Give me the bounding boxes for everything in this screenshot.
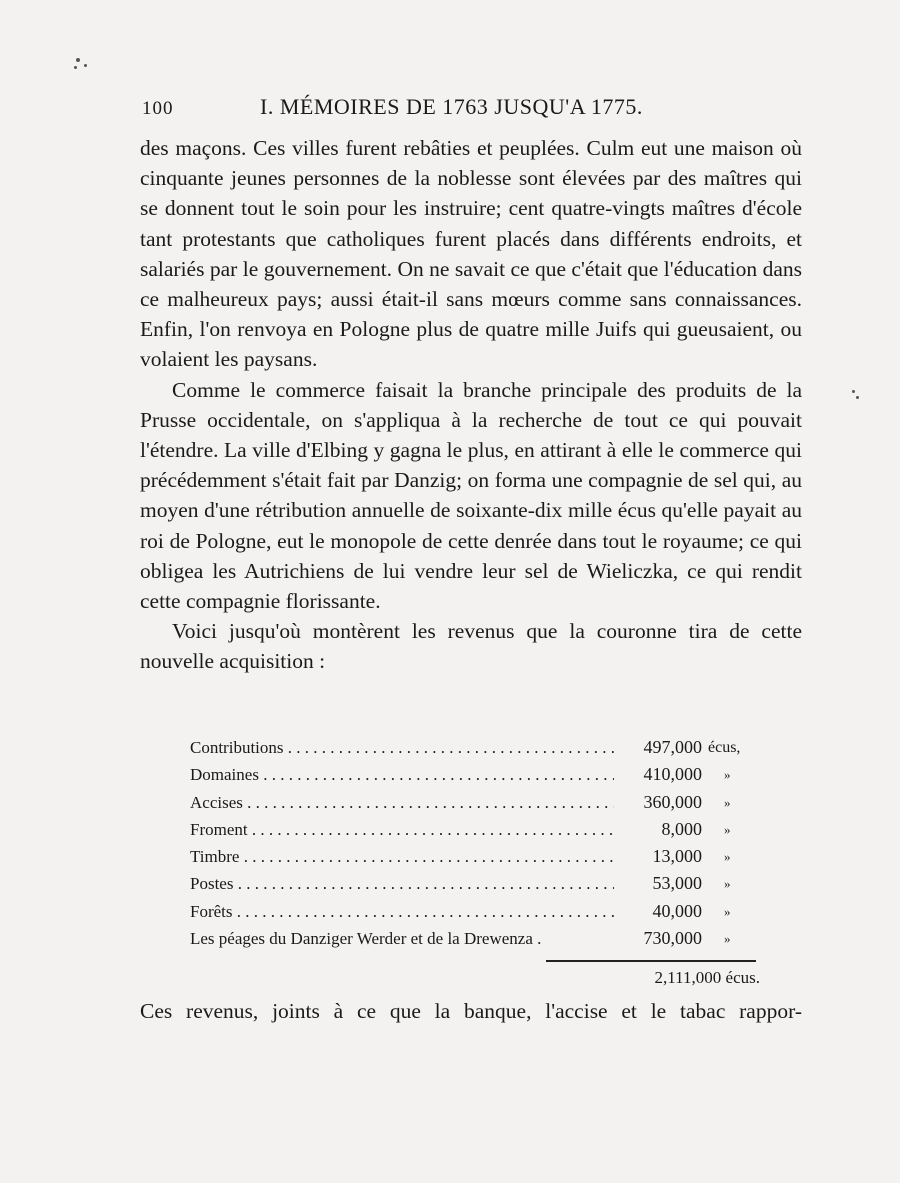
- revenue-amount: 13,000: [652, 846, 702, 867]
- revenue-unit: »: [724, 821, 731, 837]
- revenue-row: [190, 789, 760, 816]
- revenue-table: [190, 734, 760, 952]
- revenue-label: Contributions . . .: [190, 734, 614, 761]
- paragraph-3: Voici jusqu'où montèrent les revenus que la couronne tira de cette nouvelle acquisition :: [140, 619, 802, 674]
- revenue-amount: 8,000: [661, 818, 702, 839]
- paragraph-1: des maçons. Ces villes furent rebâties et peuplées. Culm eut une maison où cinquante jeunes personnes de la noblesse sont élevées par des maîtres qui se donnent tout le soin pour les instruire; cent quatre-vingts maîtres d'école tant protestants que catholiques furent placés dans différents endroits, et salariés par le gouvernement. On ne savait ce que c'était que l'éducation dans ce malheureux pays; aussi était-il sans mœurs comme sans connaissances. Enfin, l'on renvoya en Pologne plus de quatre mille Juifs qui gueusaient, ou volaient les paysans.: [140, 136, 802, 372]
- page-speck: [74, 66, 77, 69]
- revenue-label: Timbre . . .: [190, 843, 614, 870]
- revenue-label: Les péages du Danziger Werder et de la Drewenza .: [190, 925, 614, 952]
- revenue-amount: 40,000: [652, 900, 702, 921]
- revenue-amount: 730,000: [643, 928, 702, 949]
- page-speck: [852, 390, 855, 393]
- revenue-label: Postes . . .: [190, 870, 614, 897]
- revenue-row: [190, 925, 760, 952]
- revenue-unit: »: [724, 931, 731, 947]
- revenue-row: [190, 870, 760, 897]
- closing-line: Ces revenus, joints à ce que la banque, l'accise et le tabac rappor-: [140, 999, 802, 1023]
- revenue-row: [190, 761, 760, 788]
- revenue-label: Accises . . .: [190, 789, 614, 816]
- revenue-amount: 497,000: [643, 737, 702, 757]
- revenue-amount: 53,000: [652, 873, 702, 894]
- revenue-unit: »: [724, 849, 731, 865]
- revenue-amount: 360,000: [643, 791, 702, 812]
- revenue-unit: »: [724, 876, 731, 892]
- revenue-total: 2,111,000 écus.: [654, 968, 760, 987]
- revenue-row: [190, 734, 760, 761]
- revenue-row: [190, 816, 760, 843]
- revenue-label: Domaines . . .: [190, 761, 614, 788]
- running-title: I. MÉMOIRES DE 1763 JUSQU'A 1775.: [260, 94, 643, 119]
- body-text: [140, 133, 802, 677]
- revenue-unit: »: [724, 767, 731, 783]
- page-speck: [76, 58, 80, 62]
- revenue-amount: 410,000: [643, 764, 702, 785]
- page-header: [142, 94, 802, 124]
- revenue-unit: »: [724, 794, 731, 810]
- revenue-unit: écus,: [708, 739, 741, 756]
- revenue-unit: »: [724, 903, 731, 919]
- paragraph-2: Comme le commerce faisait la branche principale des produits de la Prusse occidentale, on s'appliqua à la recherche de tout ce qui pouvait l'étendre. La ville d'Elbing y gagna le plus, en attirant à elle le commerce qui précédemment s'était fait par Danzig; on forma une compagnie de sel qui, au moyen d'une rétribution annuelle de soixante-dix mille écus qu'elle payait au roi de Pologne, eut le monopole de cette denrée dans tout le royaume; ce qui obligea les Autrichiens de lui vendre leur sel de Wieliczka, ce qui rendit cette compagnie florissante.: [140, 377, 802, 614]
- page-number: 100: [142, 98, 174, 119]
- revenue-row: [190, 898, 760, 925]
- page-speck: [84, 64, 87, 67]
- total-rule: [546, 960, 756, 962]
- revenue-label: Forêts . . .: [190, 898, 614, 925]
- revenue-row: [190, 843, 760, 870]
- page-speck: [856, 396, 859, 399]
- revenue-label: Froment . . .: [190, 816, 614, 843]
